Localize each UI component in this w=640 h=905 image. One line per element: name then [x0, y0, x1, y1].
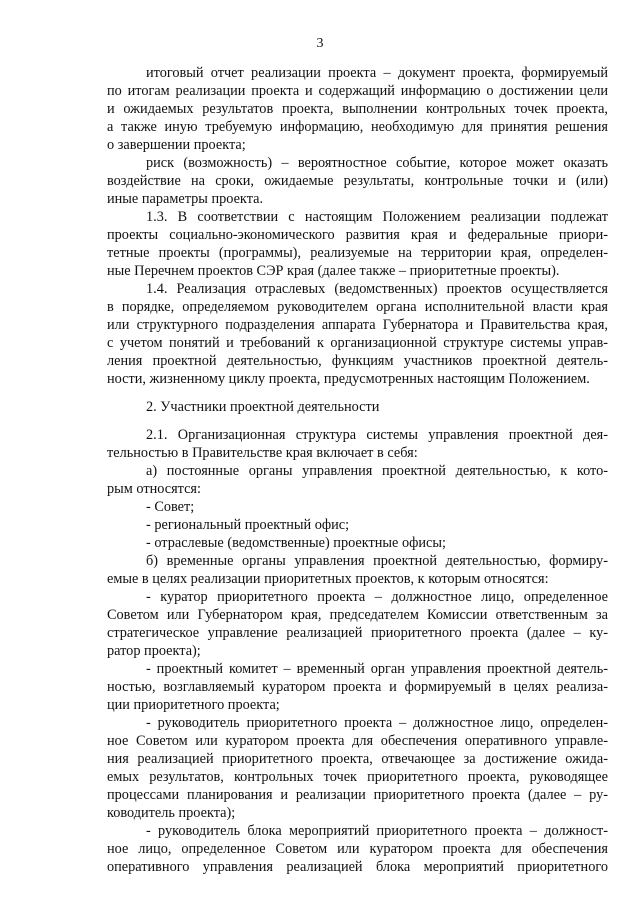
text-line: тетные проекты (программы), реализуемые на территории края, определен-: [107, 245, 608, 261]
text-line: ления проектной деятельностью, функциям участников проектной деятель-: [107, 353, 608, 369]
text-line: емые в целях реализации приоритетных проектов, к которым относятся:: [107, 571, 549, 587]
text-line: с учетом понятий и требований к организационной структуре системы управ-: [107, 335, 608, 351]
text-line: воздействие на сроки, ожидаемые результаты, контрольные точки и (или): [107, 173, 608, 189]
text-line: Советом или Губернатором края, председателем Комиссии ответственным за: [107, 607, 608, 623]
text-line: о завершении проекта;: [107, 137, 246, 153]
text-line: процессами планирования и реализации приоритетного проекта (далее – ру-: [107, 787, 608, 803]
text-line: и ожидаемых результатов проекта, выполнении контрольных точек проекта,: [107, 101, 608, 117]
text-line: ностью, возглавляемый куратором проекта и формируемый в целях реализа-: [107, 679, 608, 695]
text-line: ные Перечнем проектов СЭР края (далее также – приоритетные проекты).: [107, 263, 560, 279]
text-line: тельностью в Правительстве края включает в себя:: [107, 445, 418, 461]
text-line: ное лицо, определенное Советом или куратором проекта для обеспечения: [107, 841, 608, 857]
list-item: - проектный комитет – временный орган управления проектной деятель-: [146, 661, 608, 677]
text-line: в порядке, определяемом руководителем органа исполнительной власти края: [107, 299, 608, 315]
text-line: 1.3. В соответствии с настоящим Положением реализации подлежат: [146, 209, 608, 225]
list-item: - отраслевые (ведомственные) проектные офисы;: [146, 535, 446, 551]
text-line: риск (возможность) – вероятностное событие, которое может оказать: [146, 155, 608, 171]
section-heading: 2. Участники проектной деятельности: [146, 399, 380, 415]
text-line: ности, жизненному циклу проекта, предусмотренных настоящим Положением.: [107, 371, 590, 387]
text-line: проекты социально-экономического развития края и федеральные приори-: [107, 227, 608, 243]
text-line: ции приоритетного проекта;: [107, 697, 280, 713]
text-line: ное Советом или куратором проекта для обеспечения оперативного управле-: [107, 733, 608, 749]
text-line: оперативного управления реализацией блока мероприятий приоритетного: [107, 859, 608, 875]
list-item: - региональный проектный офис;: [146, 517, 350, 533]
text-line: ратор проекта);: [107, 643, 201, 659]
text-line: а также иную требуемую информацию, необходимую для принятия решения: [107, 119, 608, 135]
text-line: а) постоянные органы управления проектной деятельностью, к кото-: [146, 463, 608, 479]
text-line: ководитель проекта);: [107, 805, 236, 821]
text-line: рым относятся:: [107, 481, 201, 497]
list-item: - Совет;: [146, 499, 195, 515]
text-line: итоговый отчет реализации проекта – документ проекта, формируемый: [146, 65, 608, 81]
text-line: б) временные органы управления проектной деятельностью, формиру-: [146, 553, 608, 569]
text-line: по итогам реализации проекта и содержащий информацию о достижении цели: [107, 83, 608, 99]
text-line: ния реализацией приоритетного проекта, отвечающее за достижение ожида-: [107, 751, 608, 767]
list-item: - руководитель приоритетного проекта – должностное лицо, определен-: [146, 715, 608, 731]
text-line: стратегическое управление реализацией приоритетного проекта (далее – ку-: [107, 625, 608, 641]
page-number: 3: [316, 36, 324, 51]
list-item: - руководитель блока мероприятий приоритетного проекта – должност-: [146, 823, 608, 839]
text-line: емых результатов, контрольных точек приоритетного проекта, руководящее: [107, 769, 608, 785]
text-line: иные параметры проекта.: [107, 191, 264, 207]
text-line: 2.1. Организационная структура системы управления проектной дея-: [146, 427, 608, 443]
text-line: 1.4. Реализация отраслевых (ведомственных) проектов осуществляется: [146, 281, 608, 297]
text-line: или структурного подразделения аппарата Губернатора и Правительства края,: [107, 317, 608, 333]
list-item: - куратор приоритетного проекта – должностное лицо, определенное: [146, 589, 608, 605]
